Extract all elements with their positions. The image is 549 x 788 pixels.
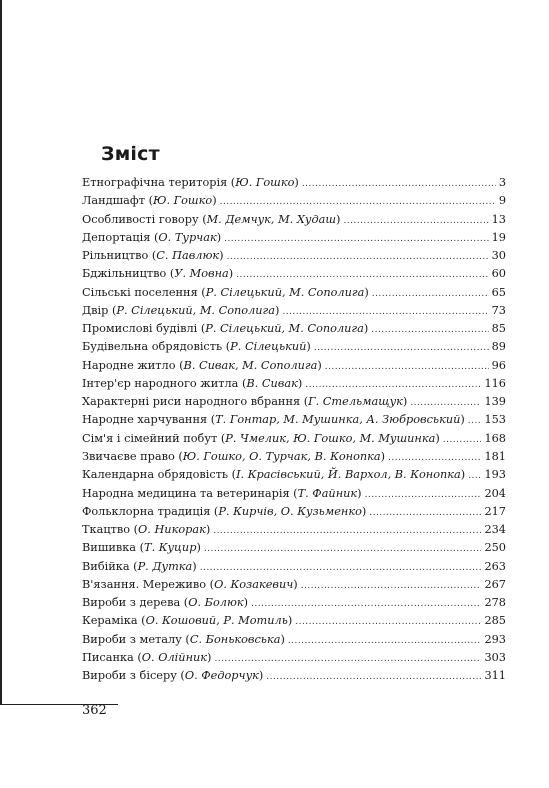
toc-entry[interactable] xyxy=(82,357,506,375)
toc-entry[interactable] xyxy=(82,466,506,484)
toc-section-title: Вибійка xyxy=(82,559,130,573)
toc-entry-label: Вироби з металу (С. Боньковська) xyxy=(82,632,285,646)
toc-entry-label: Вироби з дерева (О. Болюк) xyxy=(82,596,249,610)
toc-entry[interactable] xyxy=(82,558,506,576)
toc-entry[interactable] xyxy=(82,211,506,229)
toc-section-title: Вироби з дерева xyxy=(82,596,181,610)
toc-entry-label: Характерні риси народного вбрання (Г. Стельмащук) xyxy=(82,395,408,409)
toc-dot-leader xyxy=(371,320,488,339)
toc-section-title: Будівельна обрядовість xyxy=(82,340,223,354)
table-of-contents xyxy=(82,174,506,685)
toc-author: О. Олійник xyxy=(141,650,208,664)
toc-entry-label: Бджільництво (У. Мовна) xyxy=(82,267,234,281)
toc-dot-leader xyxy=(325,357,489,376)
toc-section-title: Інтер'єр народного житла xyxy=(82,376,239,390)
toc-entry[interactable] xyxy=(82,265,506,283)
toc-entry[interactable] xyxy=(82,411,506,429)
toc-dot-leader xyxy=(213,521,481,540)
toc-page-number: 285 xyxy=(484,614,506,628)
toc-entry-label: Особливості говору (М. Демчук, М. Худаш) xyxy=(82,212,341,226)
toc-entry-label: Етнографічна територія (Ю. Гошко) xyxy=(82,176,299,189)
toc-section-title: Сім'я і сімейний побут xyxy=(82,431,218,445)
toc-section-title: Кераміка xyxy=(82,614,138,628)
toc-dot-leader xyxy=(220,192,496,211)
toc-entry[interactable] xyxy=(82,247,506,265)
toc-dot-leader xyxy=(410,393,481,412)
toc-entry[interactable] xyxy=(82,338,506,356)
toc-entry-label: Ландшафт (Ю. Гошко) xyxy=(82,194,217,208)
toc-author: Т. Куцир xyxy=(144,541,197,555)
toc-author: Ю. Гошко, О. Турчак, В. Конопка xyxy=(182,449,381,463)
toc-author: О. Козакевич xyxy=(214,577,294,591)
toc-section-title: Промислові будівлі xyxy=(82,322,198,336)
page-title: Зміст xyxy=(101,143,160,165)
toc-entry-label: Депортація (О. Турчак) xyxy=(82,230,222,244)
toc-section-title: Рільництво xyxy=(82,249,149,263)
toc-section-title: Етнографічна територія xyxy=(82,176,228,189)
toc-dot-leader xyxy=(468,411,482,430)
toc-section-title: Народне харчування xyxy=(82,413,208,427)
toc-dot-leader xyxy=(388,448,481,467)
toc-entry[interactable] xyxy=(82,229,506,247)
toc-author: О. Федорчук xyxy=(184,669,259,683)
toc-author: Р. Сілецький, М. Сополига xyxy=(205,322,364,336)
toc-entry[interactable] xyxy=(82,174,506,192)
toc-author: О. Турчак xyxy=(158,230,217,244)
toc-entry[interactable] xyxy=(82,284,506,302)
toc-entry-label: Звичаєве право (Ю. Гошко, О. Турчак, В. Конопка) xyxy=(82,449,386,463)
toc-page-number: 85 xyxy=(491,322,506,336)
toc-author: Р. Сілецький, М. Сополига xyxy=(116,303,276,317)
toc-entry[interactable] xyxy=(82,430,506,448)
toc-author: В. Сивак xyxy=(246,376,298,390)
toc-author: Р. Сілецький xyxy=(230,340,307,354)
toc-section-title: Ткацтво xyxy=(82,523,131,537)
toc-page-number: 73 xyxy=(491,303,506,317)
toc-section-title: Депортація xyxy=(82,230,151,244)
toc-entry-label: Фольклорна традиція (Р. Кирчів, О. Кузьменко) xyxy=(82,504,367,518)
toc-author: О. Кошовий, Р. Мотиль xyxy=(145,614,288,628)
toc-entry[interactable] xyxy=(82,393,506,411)
toc-entry-label: Народна медицина та ветеринарія (Т. Файник) xyxy=(82,486,362,500)
toc-section-title: Звичаєве право xyxy=(82,449,175,463)
toc-entry[interactable] xyxy=(82,503,506,521)
toc-page-number: 267 xyxy=(484,577,506,591)
toc-entry[interactable] xyxy=(82,375,506,393)
toc-dot-leader xyxy=(295,612,481,631)
toc-dot-leader xyxy=(305,375,481,394)
toc-entry[interactable] xyxy=(82,576,506,594)
toc-dot-leader xyxy=(443,430,482,449)
toc-section-title: Вишивка xyxy=(82,541,137,555)
toc-dot-leader xyxy=(365,485,482,504)
toc-dot-leader xyxy=(214,649,481,668)
toc-author: У. Мовна xyxy=(174,267,229,281)
toc-entry-label: Сільські поселення (Р. Сілецький, М. Сополига) xyxy=(82,285,369,299)
toc-dot-leader xyxy=(369,503,481,522)
toc-author: Р. Чмелик, Ю. Гошко, М. Мушинка xyxy=(225,431,436,445)
toc-author: Ю. Гошко xyxy=(235,176,295,189)
toc-page-number: 153 xyxy=(484,413,506,427)
toc-section-title: В'язання. Мереживо xyxy=(82,577,207,591)
page-number: 362 xyxy=(82,703,107,718)
toc-author: І. Красівський, Й. Вархол, В. Конопка xyxy=(236,468,461,482)
toc-entry-label: Сім'я і сімейний побут (Р. Чмелик, Ю. Гошко, М. Мушинка) xyxy=(82,431,440,445)
toc-dot-leader xyxy=(251,594,481,613)
toc-author: Ю. Гошко xyxy=(152,194,213,208)
toc-entry-label: Вишивка (Т. Куцир) xyxy=(82,541,201,555)
toc-entry-label: Двір (Р. Сілецький, М. Сополига) xyxy=(82,303,280,317)
toc-page-number: 311 xyxy=(484,669,506,683)
toc-dot-leader xyxy=(236,265,488,284)
toc-author: Р. Дутка xyxy=(137,559,193,573)
toc-entry-label: Народне житло (В. Сивак, М. Сополига) xyxy=(82,358,322,372)
toc-page-number: 3 xyxy=(498,176,506,189)
toc-author: С. Павлюк xyxy=(156,249,220,263)
toc-section-title: Вироби з бісеру xyxy=(82,669,177,683)
toc-page-number: 13 xyxy=(491,212,506,226)
toc-section-title: Фольклорна традиція xyxy=(82,504,211,518)
toc-page-number: 9 xyxy=(498,194,506,208)
toc-section-title: Вироби з металу xyxy=(82,632,182,646)
toc-page-number: 278 xyxy=(484,596,506,610)
toc-entry[interactable] xyxy=(82,649,506,667)
toc-dot-leader xyxy=(343,211,488,230)
toc-dot-leader xyxy=(266,667,481,686)
toc-author: В. Сивак, М. Сополига xyxy=(183,358,318,372)
toc-page-number: 19 xyxy=(491,230,506,244)
toc-dot-leader xyxy=(224,229,489,248)
toc-entry[interactable] xyxy=(82,631,506,649)
toc-author: Г. Стельмащук xyxy=(308,395,403,409)
toc-dot-leader xyxy=(227,247,489,266)
toc-page-number: 65 xyxy=(491,285,506,299)
toc-page-number: 204 xyxy=(484,486,506,500)
toc-entry-label: Промислові будівлі (Р. Сілецький, М. Сополига) xyxy=(82,322,369,336)
toc-entry-label: Народне харчування (Т. Гонтар, М. Мушинка, А. Зюбровський) xyxy=(82,413,465,427)
toc-page-number: 293 xyxy=(484,632,506,646)
toc-entry[interactable] xyxy=(82,594,506,612)
toc-page-number: 30 xyxy=(491,249,506,263)
toc-dot-leader xyxy=(204,539,482,558)
toc-section-title: Особливості говору xyxy=(82,212,199,226)
toc-section-title: Писанка xyxy=(82,650,134,664)
toc-page-number: 234 xyxy=(484,523,506,537)
toc-author: О. Никорак xyxy=(138,523,206,537)
toc-page-number: 89 xyxy=(491,340,506,354)
toc-page-number: 263 xyxy=(484,559,506,573)
toc-page-number: 303 xyxy=(484,650,506,664)
toc-entry-label: Рільництво (С. Павлюк) xyxy=(82,249,224,263)
toc-section-title: Ландшафт xyxy=(82,194,145,208)
toc-entry[interactable] xyxy=(82,521,506,539)
toc-page-number: 139 xyxy=(484,395,506,409)
toc-page-number: 116 xyxy=(484,376,506,390)
toc-entry-label: Кераміка (О. Кошовий, Р. Мотиль) xyxy=(82,614,293,628)
toc-section-title: Бджільництво xyxy=(82,267,167,281)
toc-page-number: 60 xyxy=(491,267,506,281)
toc-page-number: 96 xyxy=(491,358,506,372)
toc-page-number: 168 xyxy=(484,431,506,445)
toc-dot-leader xyxy=(372,284,489,303)
toc-author: Р. Кирчів, О. Кузьменко xyxy=(218,504,362,518)
toc-author: О. Болюк xyxy=(188,596,244,610)
toc-section-title: Народна медицина та ветеринарія xyxy=(82,486,290,500)
toc-section-title: Двір xyxy=(82,303,109,317)
toc-dot-leader xyxy=(200,558,482,577)
toc-dot-leader xyxy=(301,576,482,595)
toc-entry[interactable] xyxy=(82,320,506,338)
toc-entry-label: Календарна обрядовість (І. Красівський, Й. Вархол, В. Конопка) xyxy=(82,468,466,482)
toc-dot-leader xyxy=(302,174,496,193)
toc-author: Т. Гонтар, М. Мушинка, А. Зюбровський xyxy=(215,413,461,427)
toc-dot-leader xyxy=(288,631,482,650)
toc-dot-leader xyxy=(282,302,488,321)
toc-entry-label: Інтер'єр народного житла (В. Сивак) xyxy=(82,376,303,390)
toc-dot-leader xyxy=(314,338,489,357)
toc-section-title: Характерні риси народного вбрання xyxy=(82,395,301,409)
toc-entry-label: Вибійка (Р. Дутка) xyxy=(82,559,197,573)
toc-entry[interactable] xyxy=(82,485,506,503)
toc-author: М. Демчук, М. Худаш xyxy=(206,212,337,226)
toc-author: Р. Сілецький, М. Сополига xyxy=(205,285,365,299)
toc-entry[interactable] xyxy=(82,302,506,320)
toc-entry[interactable] xyxy=(82,192,506,210)
toc-section-title: Календарна обрядовість xyxy=(82,468,229,482)
toc-entry-label: Будівельна обрядовість (Р. Сілецький) xyxy=(82,340,311,354)
toc-section-title: Народне житло xyxy=(82,358,176,372)
toc-page-number: 181 xyxy=(484,449,506,463)
toc-page-number: 193 xyxy=(484,468,506,482)
toc-entry[interactable] xyxy=(82,612,506,630)
toc-section-title: Сільські поселення xyxy=(82,285,198,299)
toc-entry-label: Писанка (О. Олійник) xyxy=(82,650,212,664)
toc-entry[interactable] xyxy=(82,448,506,466)
toc-entry[interactable] xyxy=(82,667,506,685)
toc-entry[interactable] xyxy=(82,539,506,557)
toc-author: Т. Файник xyxy=(297,486,358,500)
page-frame-left-border xyxy=(0,0,2,705)
toc-entry-label: Ткацтво (О. Никорак) xyxy=(82,523,211,537)
toc-page-number: 217 xyxy=(484,504,506,518)
toc-entry-label: Вироби з бісеру (О. Федорчук) xyxy=(82,669,264,683)
toc-page-number: 250 xyxy=(484,541,506,555)
toc-author: С. Боньковська xyxy=(189,632,281,646)
toc-dot-leader xyxy=(468,466,481,485)
toc-entry-label: В'язання. Мереживо (О. Козакевич) xyxy=(82,577,298,591)
